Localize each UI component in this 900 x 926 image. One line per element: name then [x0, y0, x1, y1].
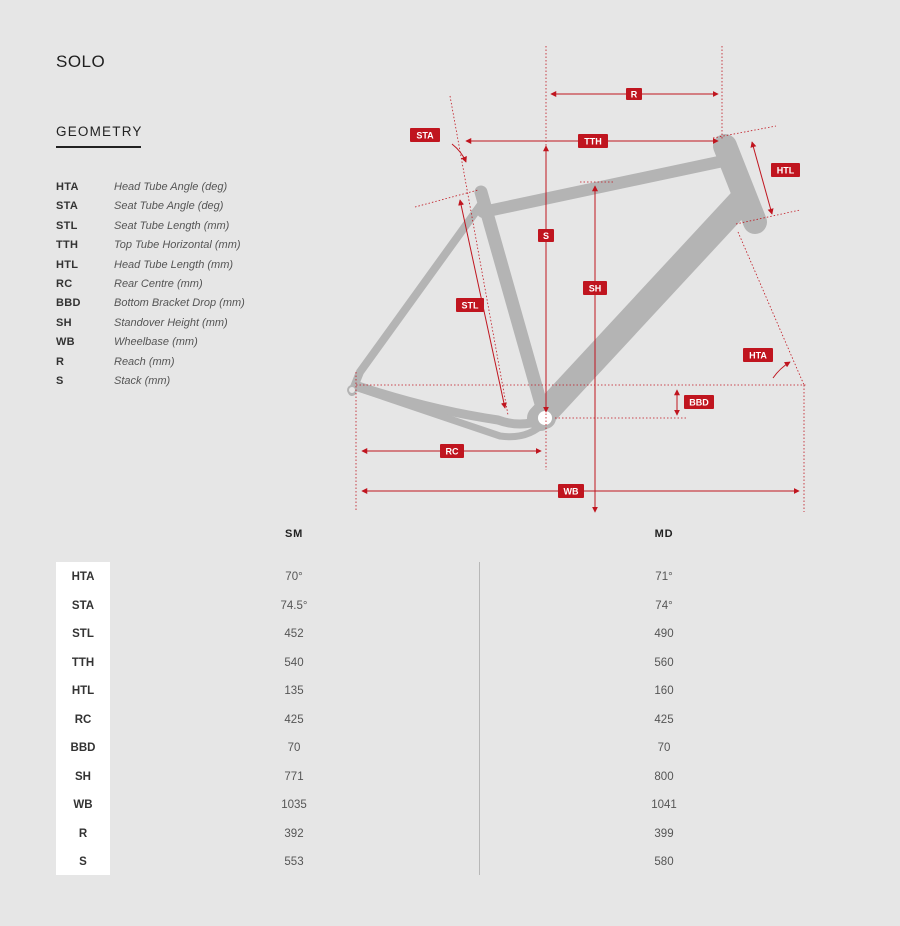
seat-tube: [481, 192, 545, 418]
svg-text:WB: WB: [563, 486, 579, 497]
tag-sh: [583, 281, 607, 295]
tag-stl: [456, 298, 484, 312]
table-cell-sm: 70: [287, 742, 301, 754]
svg-text:STA: STA: [416, 130, 434, 141]
legend-abbr: HTA: [56, 181, 79, 193]
legend-abbr: SH: [56, 316, 72, 329]
table-cell-md: 1041: [651, 799, 677, 811]
table-row: [0, 763, 900, 792]
table-row: [0, 563, 900, 592]
table-row: [0, 649, 900, 678]
table-cell-md: 490: [654, 628, 674, 640]
size-header-sm: SM: [284, 528, 304, 540]
tag-bbd: [684, 395, 714, 409]
svg-text:RC: RC: [445, 446, 459, 457]
table-cell-abbr: HTL: [71, 685, 95, 697]
legend-abbr: RC: [56, 277, 73, 290]
table-cell-md: 399: [654, 827, 674, 840]
table-row: [0, 677, 900, 706]
legend-abbr: HTL: [56, 258, 79, 271]
table-cell-abbr: S: [79, 856, 87, 868]
table-cell-abbr: STL: [72, 628, 94, 640]
table-cell-md: 580: [654, 856, 674, 868]
table-cell-md: 71°: [655, 571, 673, 583]
table-cell-sm: 74.5°: [280, 599, 308, 612]
geometry-heading: GEOMETRY: [56, 124, 143, 139]
table-row: [0, 592, 900, 621]
legend-desc: Bottom Bracket Drop (mm): [114, 297, 245, 310]
table-row: [0, 848, 900, 877]
svg-text:R: R: [630, 89, 638, 100]
table-row: [0, 791, 900, 820]
table-cell-abbr: BBD: [70, 742, 96, 754]
legend-abbr: STA: [56, 200, 79, 213]
table-cell-sm: 553: [284, 856, 304, 868]
svg-text:S: S: [542, 231, 550, 241]
table-cell-sm: 1035: [281, 799, 307, 811]
table-cell-sm: 135: [284, 685, 304, 697]
top-tube: [483, 160, 728, 212]
table-row: [0, 734, 900, 763]
table-row: [0, 706, 900, 735]
svg-text:SH: SH: [588, 283, 602, 294]
legend-desc: Seat Tube Length (mm): [114, 219, 230, 232]
table-row: [0, 820, 900, 849]
table-cell-md: 560: [654, 656, 674, 669]
svg-text:STL: STL: [461, 300, 479, 311]
svg-text:HTL: HTL: [776, 165, 795, 176]
table-cell-sm: 771: [284, 770, 304, 783]
legend-abbr: WB: [56, 336, 75, 349]
table-cell-abbr: TTH: [71, 656, 95, 669]
tag-rc: [440, 444, 464, 458]
size-header-md: MD: [654, 528, 674, 540]
table-cell-abbr: WB: [73, 799, 93, 811]
legend-abbr: STL: [56, 219, 78, 232]
legend-desc: Head Tube Length (mm): [114, 258, 234, 271]
bike-frame: [348, 146, 755, 437]
tag-s: [538, 229, 554, 242]
legend-abbr: S: [56, 374, 64, 387]
table-cell-sm: 540: [284, 656, 304, 669]
table-row: [0, 620, 900, 649]
table-cell-abbr: HTA: [71, 571, 95, 583]
tag-htl: [771, 163, 800, 177]
table-cell-abbr: RC: [74, 713, 92, 726]
table-cell-sm: 392: [284, 827, 304, 840]
tag-r: [626, 88, 642, 100]
table-cell-md: 160: [654, 685, 674, 697]
svg-text:HTA: HTA: [749, 350, 767, 361]
table-cell-abbr: STA: [71, 599, 95, 612]
table-cell-abbr: SH: [75, 770, 91, 783]
tag-wb: [558, 484, 584, 498]
legend-desc: Seat Tube Angle (deg): [114, 200, 224, 213]
table-cell-md: 425: [654, 713, 674, 726]
tag-tth: [578, 134, 608, 148]
seat-stay: [352, 203, 482, 392]
page-title: SOLO: [56, 52, 106, 71]
tag-hta: [743, 348, 773, 362]
svg-text:TTH: TTH: [584, 136, 602, 147]
legend-desc: Rear Centre (mm): [114, 277, 203, 290]
legend-desc: Standover Height (mm): [114, 316, 228, 329]
legend-desc: Top Tube Horizontal (mm): [114, 239, 241, 252]
svg-text:BBD: BBD: [689, 397, 709, 408]
tag-sta: [410, 128, 440, 142]
table-cell-sm: 425: [284, 713, 304, 726]
table-cell-sm: 70°: [285, 571, 303, 583]
legend-desc: Reach (mm): [114, 355, 175, 368]
table-cell-md: 70: [657, 742, 671, 754]
table-cell-md: 74°: [655, 599, 673, 612]
legend-abbr: R: [56, 355, 65, 368]
table-cell-md: 800: [654, 770, 674, 783]
legend-desc: Wheelbase (mm): [114, 336, 198, 349]
table-cell-sm: 452: [284, 628, 304, 640]
bottom-bracket: [536, 409, 554, 427]
dropout: [348, 386, 356, 394]
legend-abbr: TTH: [56, 239, 79, 252]
legend-abbr: BBD: [56, 297, 81, 310]
legend-desc: Head Tube Angle (deg): [114, 181, 228, 193]
table-cell-abbr: R: [78, 827, 88, 840]
legend-desc: Stack (mm): [114, 374, 171, 387]
